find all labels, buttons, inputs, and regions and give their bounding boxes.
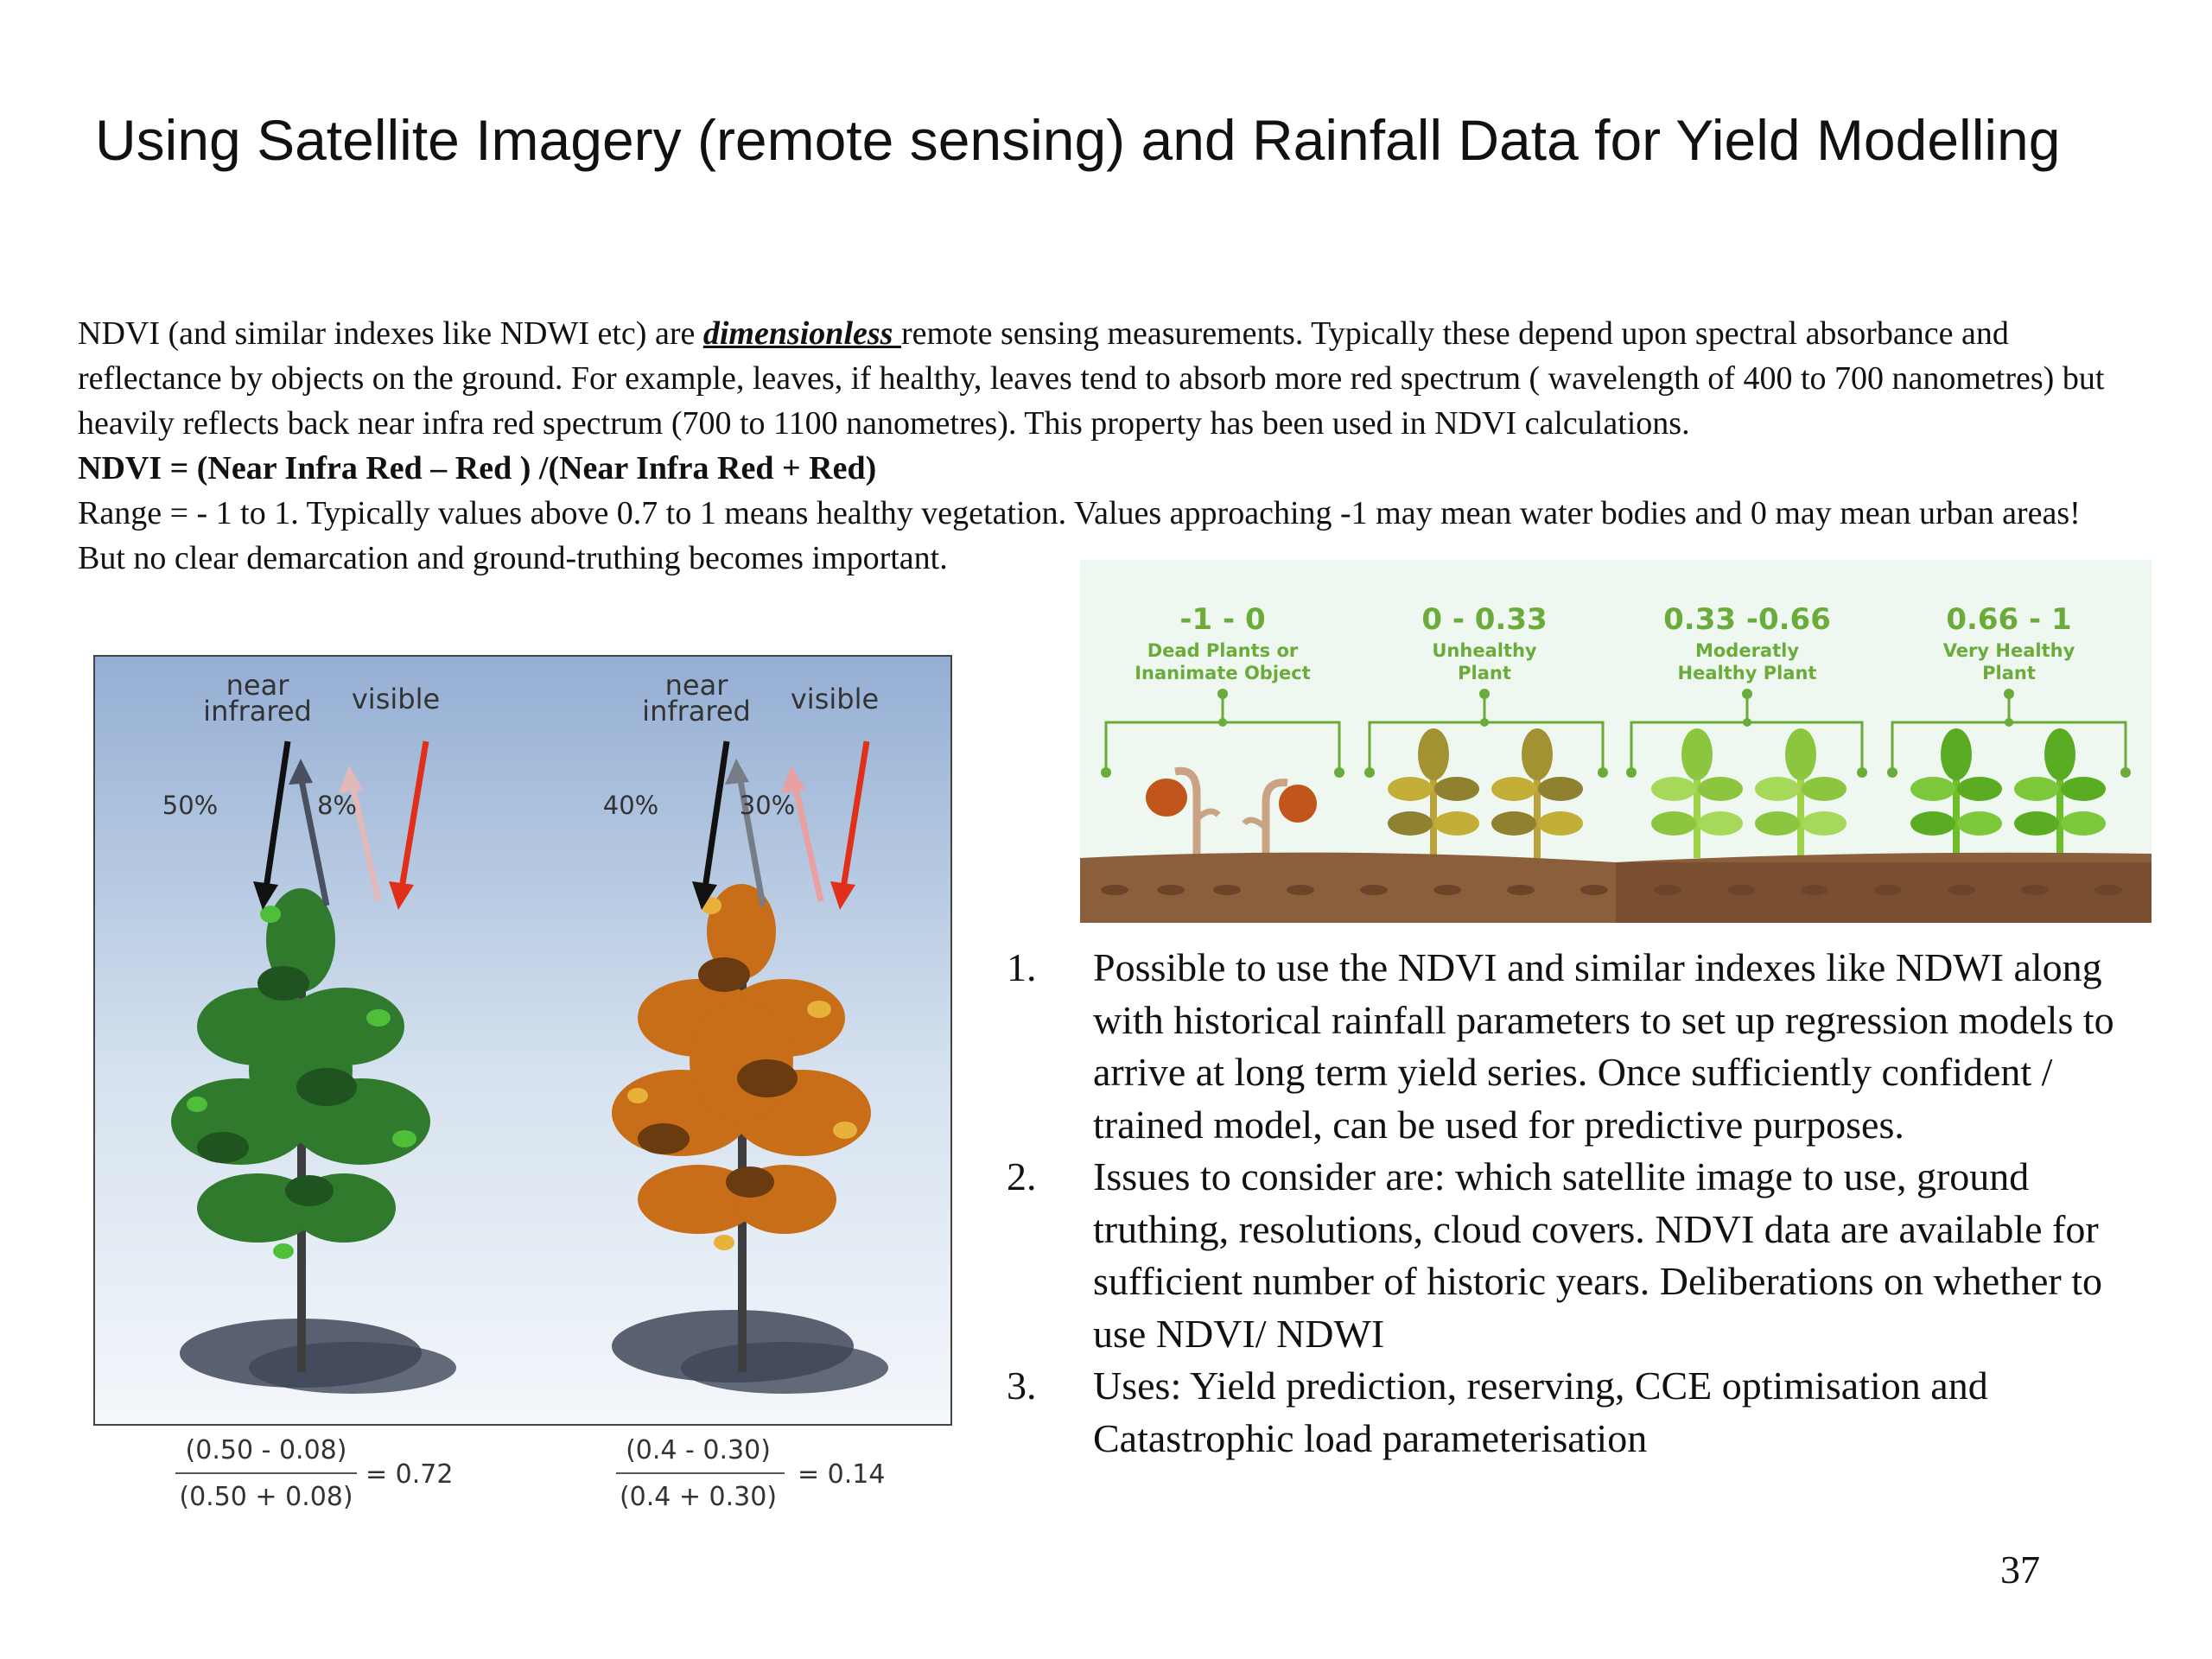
intro-paragraph: [78, 311, 2134, 581]
band-1-label-line1: Dead Plants or: [1147, 640, 1299, 661]
list-text: Possible to use the NDVI and similar indexes like NDWI along with historical rainfall parameters to set up regression models to arrive at long term yield series. Once sufficiently confident / trained model, can be used for predictive purposes.: [1093, 945, 2114, 1147]
list-number: 1.: [1007, 945, 1037, 989]
list-text: Issues to consider are: which satellite image to use, ground truthing, resolutions, cloud covers. NDVI data are available for sufficient number of historic years. Deliberations on whether to use NDVI/ NDWI: [1093, 1154, 2102, 1356]
band-1-range: -1 - 0: [1179, 602, 1266, 637]
band-4-range: 0.66 - 1: [1946, 602, 2072, 637]
stressed-nir-label-line2: infrared: [642, 695, 751, 728]
list-number: 3.: [1007, 1363, 1037, 1408]
stressed-ndvi-result: = 0.14: [798, 1459, 886, 1490]
tree-reflectance-figure: [93, 655, 966, 1536]
healthy-visible-label: visible: [351, 683, 441, 715]
band-1-label-line2: Inanimate Object: [1135, 663, 1311, 683]
healthy-ndvi-result: = 0.72: [365, 1459, 454, 1490]
band-3-label-line1: Moderatly: [1694, 640, 1800, 661]
healthy-visible-percent: 8%: [316, 791, 358, 820]
stressed-numerator: (0.4 - 0.30): [626, 1435, 771, 1465]
list-text: Uses: Yield prediction, reserving, CCE optimisation and Catastrophic load parameterisation: [1093, 1363, 1988, 1460]
ndvi-range-text: Range = - 1 to 1. Typically values above 0.7 to 1 means healthy vegetation. Values approaching -1 may mean water bodies and 0 may mean urban areas! But no clear demarcation and ground-truthing becomes important.: [78, 495, 2081, 576]
list-item: [1007, 1360, 2164, 1465]
list-item: [1007, 942, 2164, 1151]
emphasis-dimensionless: dimensionless: [702, 315, 901, 352]
healthy-nir-label-line1: near: [226, 669, 289, 702]
ndvi-scale-figure: [1080, 560, 2152, 923]
list-number: 2.: [1007, 1154, 1037, 1198]
stressed-ndvi-calculation: [616, 1435, 885, 1512]
band-3-range: 0.33 -0.66: [1663, 602, 1831, 637]
stressed-visible-percent: 30%: [739, 791, 796, 820]
band-3-label-line2: Healthy Plant: [1677, 663, 1817, 683]
band-2-range: 0 - 0.33: [1421, 602, 1548, 637]
intro-text-start: NDVI (and similar indexes like NDWI etc) are: [78, 315, 703, 352]
band-4-label-line1: Very Healthy: [1942, 640, 2075, 661]
ndvi-formula: NDVI = (Near Infra Red – Red ) /(Near Infra Red + Red): [78, 450, 877, 486]
list-item: [1007, 1151, 2164, 1360]
healthy-denominator: (0.50 + 0.08): [179, 1482, 353, 1512]
band-2-label-line2: Plant: [1458, 663, 1511, 683]
healthy-numerator: (0.50 - 0.08): [185, 1435, 347, 1465]
stressed-nir-percent: 40%: [602, 791, 659, 820]
key-points-list: [1007, 942, 2164, 1465]
band-2-label-line1: Unhealthy: [1432, 640, 1537, 661]
stressed-nir-label-line1: near: [664, 669, 728, 702]
stressed-denominator: (0.4 + 0.30): [619, 1482, 778, 1512]
intro-text-rest: remote sensing measurements. Typically these depend upon spectral absorbance and reflectance by objects on the ground. For example, leaves, if healthy, leaves tend to absorb more red spectrum ( wavelength of 400 to 700 nanometres) but heavily reflects back near infra red spectrum (700 to 1100 nanometres). This property has been used in NDVI calculations.: [78, 315, 2105, 442]
healthy-ndvi-calculation: [175, 1435, 453, 1512]
band-4-label-line2: Plant: [1982, 663, 2036, 683]
soil-strip: [1080, 853, 2152, 923]
stressed-visible-label: visible: [790, 683, 880, 715]
intro-text: [78, 311, 2134, 446]
healthy-nir-percent: 50%: [162, 791, 219, 820]
page-number: 37: [2000, 1548, 2040, 1592]
healthy-nir-label-line2: infrared: [203, 695, 312, 728]
slide-title: Using Satellite Imagery (remote sensing) and Rainfall Data for Yield Modelling: [95, 108, 2061, 172]
